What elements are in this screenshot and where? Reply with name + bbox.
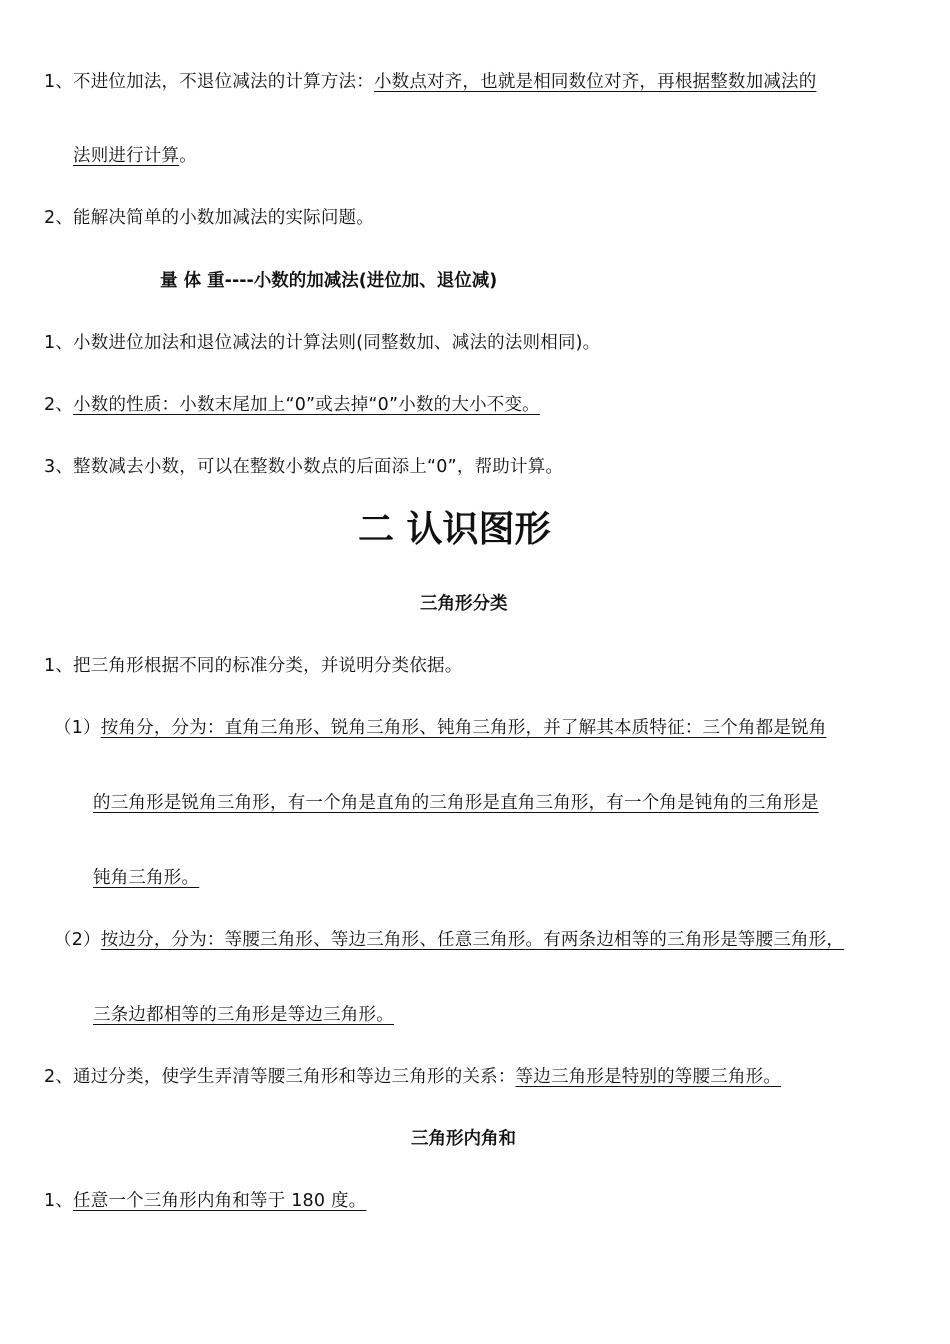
by-angle-text-1: 按角分，分为：直角三角形、锐角三角形、钝角三角形，并了解其本质特征：三个角都是锐角 — [100, 718, 827, 738]
item-1-line-1 — [44, 70, 816, 94]
angle-sum-text: 任意一个三角形内角和等于 180 度。 — [73, 1191, 367, 1211]
by-side-line-2 — [93, 1003, 394, 1027]
angle-sum-item-1 — [44, 1189, 366, 1213]
decimal-item-2 — [44, 393, 540, 417]
triangle-item-2 — [44, 1065, 781, 1089]
item-1-line-2 — [73, 144, 197, 168]
angle-sum-prefix: 1、 — [44, 1191, 74, 1211]
by-angle-text-2: 的三角形是锐角三角形，有一个角是直角的三角形是直角三角形，有一个角是钝角的三角形是 — [93, 793, 819, 813]
section-heading-triangle-classification: 三角形分类 — [420, 594, 508, 614]
triangle-item-1: 1、把三角形根据不同的标准分类，并说明分类依据。 — [44, 656, 463, 676]
by-angle-text-3: 钝角三角形。 — [93, 868, 200, 888]
by-angle-line-3 — [93, 866, 199, 890]
decimal-item-3: 3、整数减去小数，可以在整数小数点的后面添上“0”，帮助计算。 — [44, 457, 564, 477]
by-side-text-1: 按边分，分为：等腰三角形、等边三角形、任意三角形。有两条边相等的三角形是等腰三角形， — [100, 930, 845, 950]
by-side-prefix: （2） — [54, 930, 101, 950]
item-1-end: 。 — [179, 146, 197, 166]
decimal-property-text: 小数的性质：小数末尾加上“0”或去掉“0”小数的大小不变。 — [73, 395, 540, 415]
chapter-title: 二 认识图形 — [358, 509, 551, 550]
item-2: 2、能解决简单的小数加减法的实际问题。 — [44, 208, 374, 228]
by-side-line-1 — [54, 928, 844, 952]
section-heading-weighing: 量 体 重----小数的加减法(进位加、退位减) — [160, 271, 498, 291]
decimal-item-2-prefix: 2、 — [44, 395, 74, 415]
by-side-text-2: 三条边都相等的三角形是等边三角形。 — [93, 1005, 394, 1025]
by-angle-line-1 — [54, 716, 826, 740]
item-1-continuation: 法则进行计算 — [73, 146, 180, 166]
triangle-item-2-prefix: 2、通过分类，使学生弄清等腰三角形和等边三角形的关系： — [44, 1067, 516, 1087]
by-angle-line-2 — [93, 791, 819, 815]
item-1-prefix: 1、不进位加法，不退位减法的计算方法： — [44, 72, 374, 92]
item-1-underlined-text: 小数点对齐，也就是相同数位对齐，再根据整数加减法的 — [373, 72, 817, 92]
by-angle-prefix: （1） — [54, 718, 101, 738]
triangle-relationship-text: 等边三角形是特别的等腰三角形。 — [515, 1067, 782, 1087]
decimal-item-1: 1、小数进位加法和退位减法的计算法则(同整数加、减法的法则相同)。 — [44, 333, 601, 353]
section-heading-angle-sum: 三角形内角和 — [411, 1129, 516, 1149]
